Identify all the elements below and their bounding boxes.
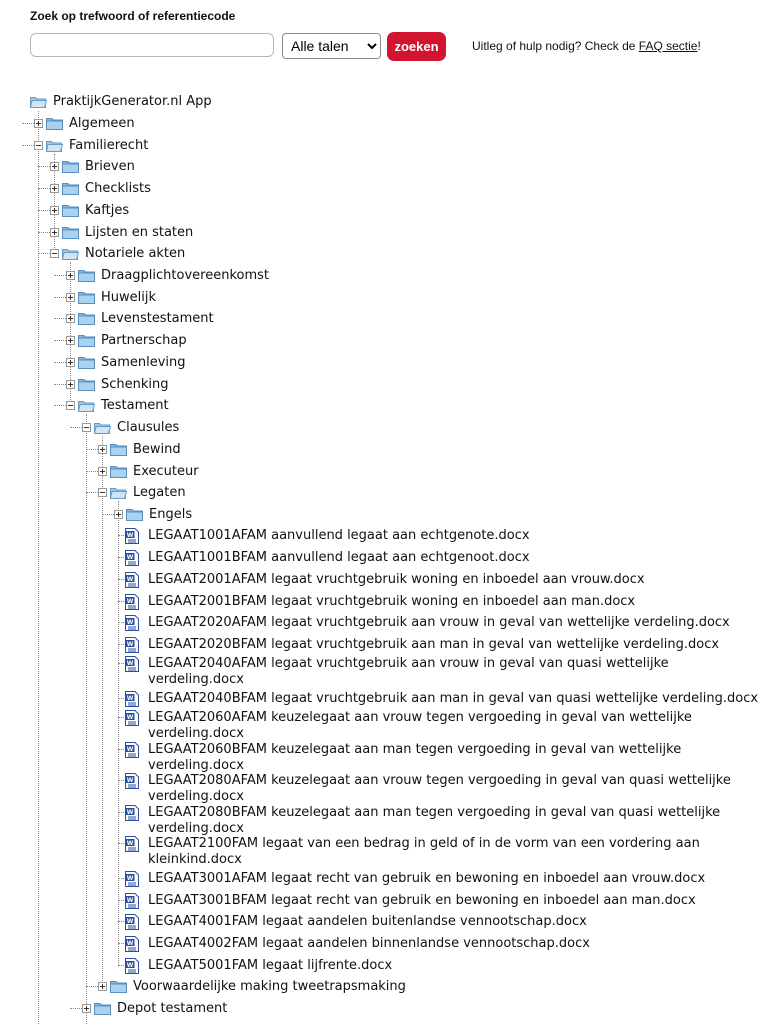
word-document-icon [125,914,139,930]
tree-file-label-line1: LEGAAT5001FAM legaat lijfrente.docx [148,958,393,973]
tree-file-label[interactable] [148,656,768,688]
tree-file-label-line1: LEGAAT2040AFAM legaat vruchtgebruik aan vrouw in geval van quasi wettelijke [148,656,669,671]
collapse-icon[interactable] [50,249,59,258]
tree-file-label[interactable] [148,691,768,707]
tree-folder-label[interactable]: Executeur [133,464,199,479]
tree-file-label[interactable] [148,550,768,566]
tree-file-label[interactable] [148,893,768,909]
expand-icon[interactable] [66,314,75,323]
tree-file-label[interactable] [148,594,768,610]
expand-icon[interactable] [50,206,59,215]
folder-open-icon [62,247,79,260]
folder-open-icon [94,421,111,434]
tree-connector [102,514,114,515]
expand-icon[interactable] [98,445,107,454]
folder-icon [110,443,127,456]
tree-file-label-line1: LEGAAT1001BFAM aanvullend legaat aan echtgenoot.docx [148,550,530,565]
word-document-icon [125,805,139,821]
svg-text:W: W [126,554,134,561]
tree-folder-label[interactable]: Brieven [85,159,135,174]
tree-folder-label[interactable]: Checklists [85,181,151,196]
tree-folder-label[interactable]: Levenstestament [101,311,214,326]
tree-file-label-line1: LEGAAT4002FAM legaat aandelen binnenlandse vennootschap.docx [148,936,590,951]
tree-file-label[interactable] [148,914,768,930]
svg-text:W: W [126,897,134,904]
tree-connector [38,210,50,211]
tree-file-label-line1: LEGAAT2060AFAM keuzelegaat aan vrouw tegen vergoeding in geval van wettelijke [148,710,692,725]
tree-folder-label[interactable]: Clausules [117,420,180,435]
word-document-icon [125,572,139,588]
expand-icon[interactable] [34,119,43,128]
tree-folder-label[interactable]: Huwelijk [101,290,157,305]
folder-icon [62,182,79,195]
search-input[interactable] [30,33,274,57]
svg-text:W: W [126,714,134,721]
tree-file-label-line1: LEGAAT2080AFAM keuzelegaat aan vrouw tegen vergoeding in geval van quasi wettelijke [148,773,731,788]
tree-file-label-line2: verdeling.docx [148,789,244,804]
folder-icon [62,204,79,217]
tree-file-label[interactable] [148,958,768,974]
tree-connector [54,362,66,363]
folder-icon [78,291,95,304]
tree-folder-label[interactable]: Depot testament [117,1001,228,1016]
folder-icon [110,465,127,478]
tree-file-label-line1: LEGAAT3001AFAM legaat recht van gebruik en bewoning en inboedel aan vrouw.docx [148,871,706,886]
expand-icon[interactable] [98,982,107,991]
tree-file-label[interactable] [148,836,768,868]
folder-icon [46,117,63,130]
tree-file-label[interactable] [148,742,768,774]
tree-file-label-line2: verdeling.docx [148,672,244,687]
expand-icon[interactable] [114,510,123,519]
expand-icon[interactable] [50,228,59,237]
word-document-icon [125,528,139,544]
word-document-icon [125,615,139,631]
tree-file-label[interactable] [148,710,768,742]
expand-icon[interactable] [66,380,75,389]
folder-icon [62,160,79,173]
tree-file-label[interactable] [148,572,768,588]
svg-text:W: W [126,695,134,702]
word-document-icon [125,656,139,672]
tree-connector [54,405,66,406]
folder-icon [126,508,143,521]
tree-folder-label[interactable]: Algemeen [69,116,135,131]
word-document-icon [125,773,139,789]
tree-connector [22,145,34,146]
tree-connector [38,166,50,167]
folder-open-icon [30,95,47,108]
svg-text:W: W [126,918,134,925]
expand-icon[interactable] [98,467,107,476]
tree-file-label-line2: kleinkind.docx [148,852,242,867]
tree-file-label-line1: LEGAAT2080BFAM keuzelegaat aan man tegen vergoeding in geval van quasi wettelijke [148,805,721,820]
word-document-icon [125,836,139,852]
expand-icon[interactable] [66,271,75,280]
tree-folder-label[interactable]: Kaftjes [85,203,130,218]
help-text [472,39,701,53]
language-select[interactable] [282,33,381,59]
tree-folder-label[interactable]: Draagplichtovereenkomst [101,268,269,283]
svg-text:W: W [126,576,134,583]
svg-text:W: W [126,940,134,947]
svg-text:W: W [126,840,134,847]
tree-file-label[interactable] [148,615,768,631]
expand-icon[interactable] [82,1004,91,1013]
svg-text:W: W [126,641,134,648]
folder-icon [78,334,95,347]
svg-text:W: W [126,660,134,667]
tree-connector [38,146,39,1024]
search-label: Zoek op trefwoord of referentiecode [30,9,236,23]
folder-icon [78,356,95,369]
word-document-icon [125,691,139,707]
tree-connector [54,275,66,276]
help-text-suffix: ! [697,39,701,53]
tree-connector [38,232,50,233]
svg-text:W: W [126,532,134,539]
svg-text:W: W [126,875,134,882]
tree-file-label-line1: LEGAAT3001BFAM legaat recht van gebruik en bewoning en inboedel aan man.docx [148,893,696,908]
tree-file-label-line1: LEGAAT2001AFAM legaat vruchtgebruik woning en inboedel aan vrouw.docx [148,572,645,587]
tree-connector [54,297,66,298]
tree-connector [38,253,50,254]
tree-folder-label[interactable]: Voorwaardelijke making tweetrapsmaking [133,979,406,994]
tree-folder-label[interactable]: Testament [101,398,169,413]
word-document-icon [125,936,139,952]
word-document-icon [125,742,139,758]
word-document-icon [125,958,139,974]
tree-folder-label[interactable]: Schenking [101,377,169,392]
svg-text:W: W [126,598,134,605]
word-document-icon [125,550,139,566]
tree-file-label-line2: verdeling.docx [148,758,244,773]
tree-connector [86,449,98,450]
tree-folder-label[interactable]: Bewind [133,442,181,457]
tree-file-label-line1: LEGAAT2060BFAM keuzelegaat aan man tegen vergoeding in geval van wettelijke [148,742,682,757]
word-document-icon [125,637,139,653]
svg-text:W: W [126,619,134,626]
folder-icon [62,226,79,239]
tree-connector [86,471,98,472]
tree-folder-label[interactable]: PraktijkGenerator.nl App [53,94,212,109]
folder-icon [78,312,95,325]
tree-file-label[interactable] [148,805,768,837]
tree-connector [70,427,82,428]
folder-icon [78,378,95,391]
tree-file-label-line1: LEGAAT2100FAM legaat van een bedrag in geld of in de vorm van een vordering aan [148,836,700,851]
tree-connector [70,1008,82,1009]
tree-connector [54,340,66,341]
expand-icon[interactable] [66,358,75,367]
word-document-icon [125,871,139,887]
expand-icon[interactable] [50,184,59,193]
tree-folder-label[interactable]: Familierecht [69,138,149,153]
tree-file-label[interactable] [148,773,768,805]
tree-file-label[interactable] [148,871,768,887]
folder-icon [78,269,95,282]
tree-file-label-line1: LEGAAT2040BFAM legaat vruchtgebruik aan man in geval van quasi wettelijke verdeling.docx [148,691,759,706]
word-document-icon [125,893,139,909]
tree-file-label-line1: LEGAAT4001FAM legaat aandelen buitenlandse vennootschap.docx [148,914,587,929]
folder-open-icon [110,486,127,499]
tree-connector [102,436,103,987]
tree-connector [86,414,87,1024]
tree-connector [118,501,119,965]
tree-file-label[interactable] [148,528,768,544]
tree-folder-label[interactable]: Partnerschap [101,333,187,348]
tree-file-label-line1: LEGAAT1001AFAM aanvullend legaat aan echtgenote.docx [148,528,530,543]
tree-file-label[interactable] [148,936,768,952]
expand-icon[interactable] [50,162,59,171]
tree-connector [38,188,50,189]
tree-folder-label[interactable]: Engels [149,507,193,522]
tree-file-label[interactable] [148,637,768,653]
tree-folder-label[interactable]: Legaten [133,485,186,500]
tree-file-label-line2: verdeling.docx [148,726,244,741]
tree-folder-label[interactable]: Lijsten en staten [85,225,194,240]
collapse-icon[interactable] [98,488,107,497]
tree-connector [54,384,66,385]
expand-icon[interactable] [66,293,75,302]
folder-open-icon [46,139,63,152]
folder-icon [94,1002,111,1015]
svg-text:W: W [126,809,134,816]
help-text-prefix: Uitleg of hulp nodig? Check de [472,39,639,53]
tree-folder-label[interactable]: Samenleving [101,355,186,370]
word-document-icon [125,710,139,726]
tree-connector [54,318,66,319]
svg-text:W: W [126,777,134,784]
search-button[interactable]: zoeken [387,32,446,61]
tree-file-label-line1: LEGAAT2020AFAM legaat vruchtgebruik aan vrouw in geval van wettelijke verdeling.docx [148,615,730,630]
faq-link[interactable]: FAQ sectie [638,39,698,53]
tree-connector [22,123,34,124]
tree-connector [86,986,98,987]
word-document-icon [125,594,139,610]
expand-icon[interactable] [66,336,75,345]
folder-open-icon [78,399,95,412]
collapse-icon[interactable] [34,141,43,150]
folder-icon [110,980,127,993]
tree-file-label-line1: LEGAAT2020BFAM legaat vruchtgebruik aan man in geval van wettelijke verdeling.docx [148,637,720,652]
svg-text:W: W [126,746,134,753]
tree-file-label-line1: LEGAAT2001BFAM legaat vruchtgebruik woning en inboedel aan man.docx [148,594,636,609]
svg-text:W: W [126,962,134,969]
tree-file-label-line2: verdeling.docx [148,821,244,836]
collapse-icon[interactable] [82,423,91,432]
tree-connector [86,492,98,493]
tree-folder-label[interactable]: Notariele akten [85,246,186,261]
collapse-icon[interactable] [66,401,75,410]
